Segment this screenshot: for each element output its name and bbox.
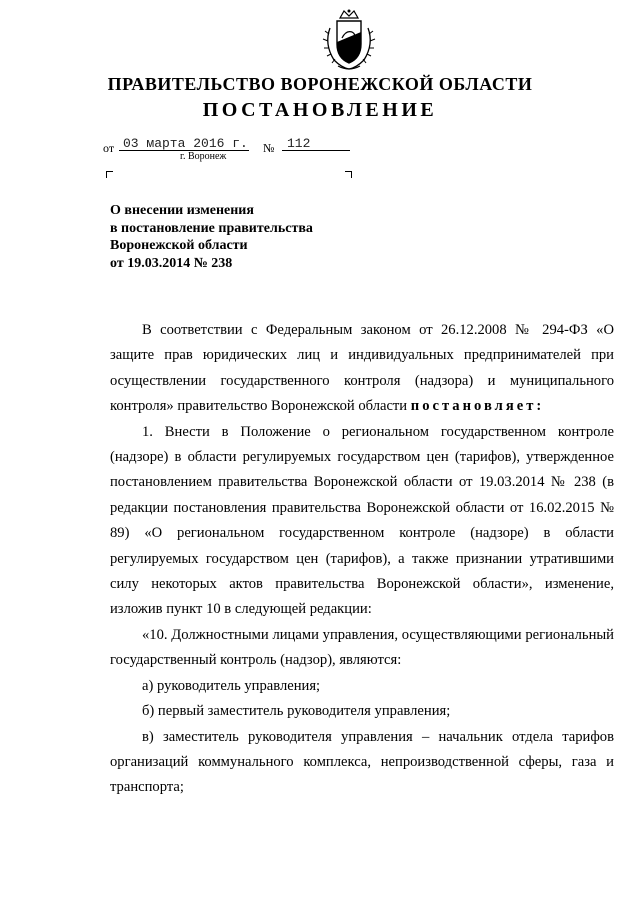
date-number-line xyxy=(103,136,363,156)
document-body xyxy=(110,318,614,801)
list-item: а) руководитель управления; xyxy=(142,677,321,694)
clause-paragraph: 1. Внести в Положение о региональном государственном контроле (надзоре) в области регулируемых государством цен (тарифов), утвержденное постановлением правительства Воронежской области от 19.03.2014 № 238 (в редакции постановления правительства Воронежской области от 16.02.2015 № 89) «О региональном государственном контроле (надзоре) в области регулируемых государством цен (тарифов), а также признании утратившими силу некоторых актов правительства Воронежской области», изменение, изложив пункт 10 в следующей редакции: xyxy=(110,423,614,618)
resolves-keyword: постановляет: xyxy=(410,398,545,415)
document-type-title: ПОСТАНОВЛЕНИЕ xyxy=(202,99,438,121)
list-item: б) первый заместитель руководителя управления; xyxy=(142,703,451,720)
subject-line: О внесении изменения xyxy=(110,203,254,218)
quoted-paragraph: «10. Должностными лицами управления, осуществляющими региональный государственный контроль (надзор), являются: xyxy=(110,626,614,669)
coat-of-arms-emblem xyxy=(318,8,380,72)
subject-line: от 19.03.2014 № 238 xyxy=(110,255,233,271)
preamble-paragraph xyxy=(110,318,614,420)
government-title: ПРАВИТЕЛЬСТВО ВОРОНЕЖСКОЙ ОБЛАСТИ xyxy=(107,74,533,94)
list-item: в) заместитель руководителя управления – начальник отдела тарифов организаций коммунального комплекса, непроизводственной сферы, газа и транспорта; xyxy=(110,728,614,796)
document-number: 112 xyxy=(287,136,311,151)
document-subject xyxy=(110,202,410,272)
document-date: 03 марта 2016 г. xyxy=(123,136,248,151)
number-label: № xyxy=(263,141,275,155)
city-label: г. Воронеж xyxy=(180,151,227,162)
subject-line: в постановление правительства xyxy=(110,220,313,236)
right-corner-mark xyxy=(345,171,352,178)
subject-line: Воронежской области xyxy=(110,238,248,253)
preamble-text: В соответствии с Федеральным законом от 26.12.2008 № 294-ФЗ «О защите прав юридических лиц и индивидуальных предпринимателей при осуществлении государственного контроля (надзора) и муниципального контроля» правительство Воронежской области xyxy=(110,322,614,415)
left-corner-mark xyxy=(106,171,113,178)
date-prefix-label: от xyxy=(103,141,115,155)
